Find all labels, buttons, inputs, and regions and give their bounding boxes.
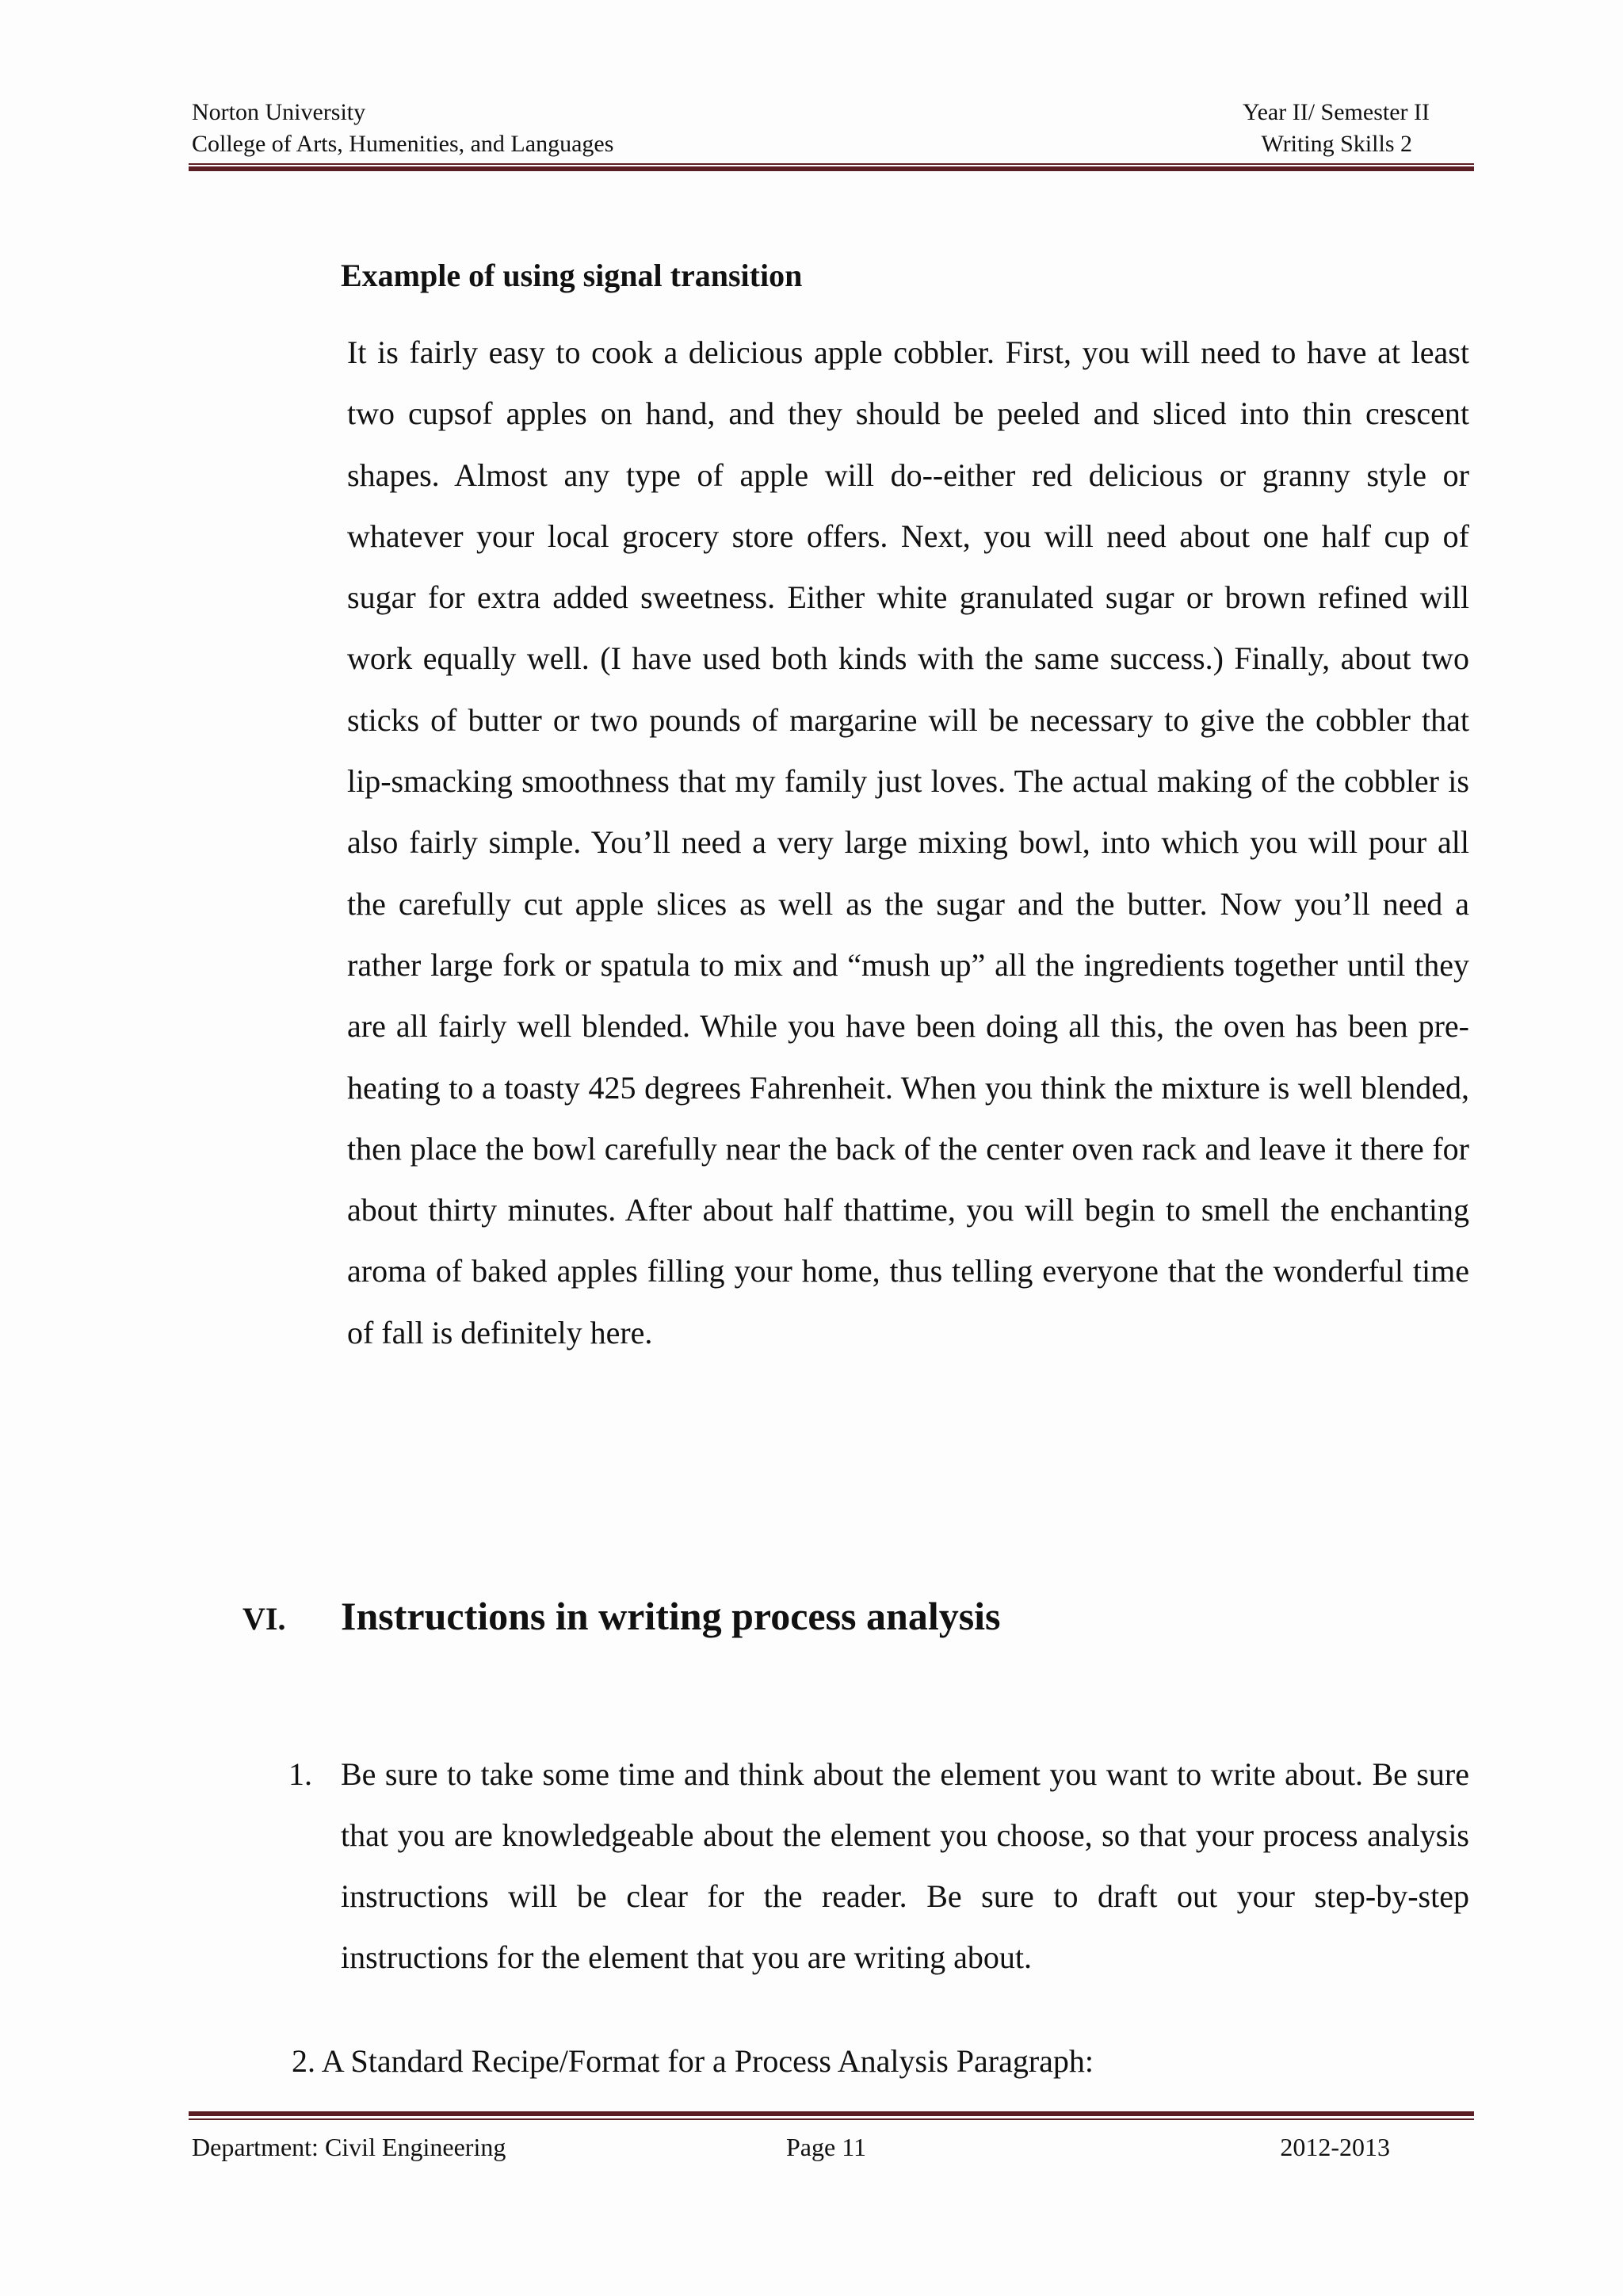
section-number: VI.	[242, 1601, 286, 1637]
header-year-semester: Year II/ Semester II	[1242, 99, 1430, 125]
page-header	[192, 97, 1430, 160]
footer-year: 2012-2013	[1280, 2133, 1390, 2161]
list-item-text: Be sure to take some time and think about the element you want to write about. Be sure that you are knowledgeable about the element you choose, so that your process analysis instructions will be clear for the reader. Be sure to draft out your step-by-step instructions for the element that you are writing about.	[341, 1756, 1469, 1975]
list-item-number: 1.	[288, 1756, 312, 1792]
example-paragraph: It is fairly easy to cook a delicious apple cobbler. First, you will need to have at least two cupsof apples on hand, and they should be peeled and sliced into thin crescent shapes. Almost any type of apple will do--either red delicious or granny style or whatever your local grocery store offers. Next, you will need about one half cup of sugar for extra added sweetness. Either white granulated sugar or brown refined will work equally well. (I have used both kinds with the same success.) Finally, about two sticks of butter or two pounds of margarine will be necessary to give the cobbler that lip-smacking smoothness that my family just loves. The actual making of the cobbler is also fairly simple. You’ll need a very large mixing bowl, into which you will pour all the carefully cut apple slices as well as the sugar and the butter. Now you’ll need a rather large fork or spatula to mix and “mush up” all the ingredients together until they are all fairly well blended. While you have been doing all this, the oven has been pre-heating to a toasty 425 degrees Fahrenheit. When you think the mixture is well blended, then place the bowl carefully near the back of the center oven rack and leave it there for about thirty minutes. After about half thattime, you will begin to smell the enchanting aroma of baked apples filling your home, thus telling everyone that the wonderful time of fall is definitely here.	[347, 334, 1469, 1350]
footer-department: Department: Civil Engineering	[192, 2133, 506, 2161]
header-course: Writing Skills 2	[1261, 131, 1412, 157]
header-university: Norton University	[192, 99, 366, 125]
header-college: College of Arts, Humenities, and Languages	[192, 131, 614, 157]
footer-page-number: Page 11	[786, 2133, 867, 2161]
footer-divider	[189, 2111, 1474, 2121]
list-item-recipe-format: 2. A Standard Recipe/Format for a Process Analysis Paragraph:	[292, 2043, 1094, 2079]
example-heading: Example of using signal transition	[341, 258, 803, 293]
header-divider	[189, 163, 1474, 171]
section-title: Instructions in writing process analysis	[341, 1594, 1001, 1638]
